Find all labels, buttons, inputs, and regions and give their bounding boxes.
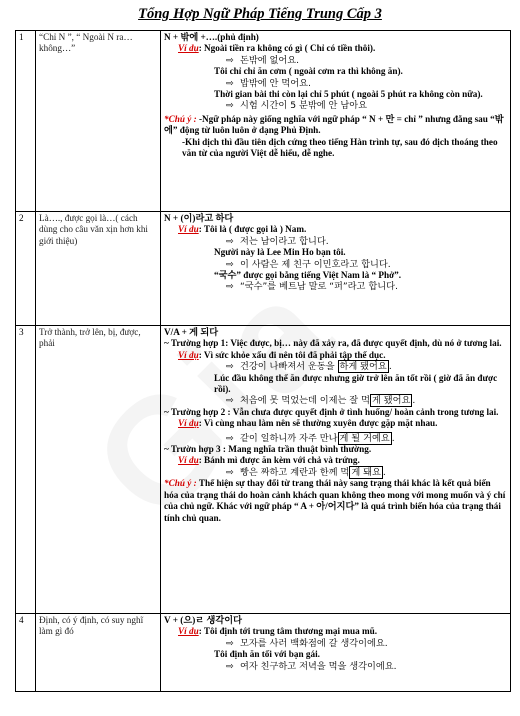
korean-example: 빵은 짜하고 계란과 한께 먹: [240, 466, 350, 478]
example-text: Tôi định ăn tối với bạn gái.: [214, 649, 320, 660]
note-label: *Chú ý :: [164, 478, 197, 489]
korean-example: 처음에 못 먹었는데 이제는 잘 먹: [240, 395, 370, 407]
row-number: 1: [16, 31, 36, 212]
grammar-formula: N + (이)라고 하다: [164, 213, 234, 223]
arrow-icon: ⇨: [226, 281, 234, 293]
highlight-box: 하게 됐어요: [339, 361, 387, 373]
grammar-table: [15, 30, 511, 692]
korean-example: 같이 일하니까 자주 만나: [240, 432, 338, 444]
case-heading: ~ Trườn hợp 3 : Mang nghĩa trần thuật bình thường.: [164, 444, 372, 455]
meaning-cell: “Chỉ N ”, “ Ngoài N ra…không…”: [36, 31, 161, 212]
table-row: [16, 614, 511, 692]
usage-cell: [161, 212, 511, 326]
example-label: Ví dụ: [178, 418, 199, 429]
example-text: Lúc đầu không thể ăn được nhưng giờ trở lên ăn tốt rồi ( giờ đã ăn được rồi).: [214, 372, 498, 395]
arrow-icon: ⇨: [226, 432, 234, 444]
table-row: [16, 326, 511, 614]
arrow-icon: ⇨: [226, 54, 234, 66]
highlight-box: 게 될 거예요: [339, 432, 390, 444]
meaning-cell: Định, có ý định, có suy nghĩ làm gì đó: [36, 614, 161, 692]
note-text: -Khi dịch thì đầu tiên dịch cứng theo tiếng Hàn trình tự, sau đó dịch thoáng theo văn từ của người Việt dễ hiểu, dễ nghe.: [182, 136, 498, 159]
arrow-icon: ⇨: [226, 660, 234, 672]
korean-example: 돈밖에 없어요.: [240, 54, 300, 66]
case-heading: ~ Trường hợp 2 : Vẫn chưa được quyết định ở tình huống/ hoàn cảnh trong tương lai.: [164, 406, 499, 417]
korean-example: 여자 친구하고 저녁을 먹을 생각이에요.: [240, 660, 397, 672]
example-label: Ví dụ: [178, 43, 199, 54]
example-text: : Bánh mì được ăn kèm với chả và trứng.: [198, 455, 360, 466]
note-text: -Ngữ pháp này giống nghĩa với ngữ pháp “ N + 만 = chỉ ” nhưng đằng sau “밖에” động từ luôn luôn ở dạng Phủ Định.: [164, 113, 504, 136]
example-label: Ví dụ: [178, 224, 199, 235]
korean-example: 모자를 사러 백화점에 갈 생각이에요.: [240, 637, 388, 649]
row-number: 2: [16, 212, 36, 326]
arrow-icon: ⇨: [226, 235, 234, 247]
meaning-cell: Trở thành, trở lên, bị, được, phải: [36, 326, 161, 614]
row-number: 3: [16, 326, 36, 614]
meaning-cell: Là…., được gọi là…( cách dùng cho câu văn xịn hơn khi giới thiệu): [36, 212, 161, 326]
arrow-icon: ⇨: [226, 361, 234, 373]
usage-cell: V/A + 게 되다 ~ Trường hợp 1: Việc được, bị… này đã xảy ra, đã được quyết định, dù nó ở tương lai. Ví dụ: Vì sức khỏe xấu đi nên tôi đã phải tập thể dục. ⇨ 건강이 나빠져서 운동을 하게 됐어요 . Lúc đầu không thể ăn được nhưng giờ trở lên ăn tốt rồi ( giờ đã ăn được rồi). ⇨ 처음에 못 먹었는데 이제는 잘 먹 게 됐어요 . ~ Trường hợp 2 : Vẫn chưa được quyết định ở tình huống/ hoàn cảnh trong tương lai. Ví dụ: Vì cùng nhau làm nên sẽ thường xuyên được gặp mặt nhau. ⇨ 같이 일하니까 자주 만나 게 될 거예요 . ~ Trườn hợp 3 : Mang nghĩa trần thuật bình thường. Ví dụ: Bánh mì được ăn kèm với chả và trứng. ⇨ 빵은 짜하고 계란과 한께 먹 게 돼요 . *Chú ý : Thể hiện sự thay đổi từ trang thái này sang trạng thái khác là kết quả biến hóa của trạng thái do hoàn cảnh khách quan không theo mong với mong muốn và ý chí của chủ ngữ. Khác với ngữ pháp “ A + 아/어지다” là quá trình biến hóa của trạng thái tính chủ quan.: [161, 326, 511, 614]
example-text: : Ngoài tiền ra không có gì ( Chỉ có tiền thôi).: [198, 43, 376, 54]
case-heading: ~ Trường hợp 1: Việc được, bị… này đã xảy ra, đã được quyết định, dù nó ở tương lai.: [164, 338, 502, 349]
grammar-formula: N + 밖에 +….(phủ định): [164, 32, 259, 42]
korean-example: 저는 남이라고 합니다.: [240, 235, 329, 247]
example-label: Ví dụ: [178, 626, 199, 637]
example-text: Người này là Lee Min Ho bạn tôi.: [214, 247, 346, 258]
korean-example: “국수”를 베트남 말로 “퍼”라고 합니다.: [240, 281, 398, 293]
example-text: : Tôi là ( được gọi là ) Nam.: [198, 224, 307, 235]
example-text: “국수” được gọi bằng tiếng Việt Nam là “ Phở”.: [214, 270, 402, 281]
highlight-box: 게 됐어요: [371, 395, 411, 407]
example-label: Ví dụ: [178, 455, 199, 466]
note-text: Thể hiện sự thay đổi từ trang thái này sang trạng thái khác là kết quả biến hóa của trạng thái do hoàn cảnh khách quan không theo mong với mong muốn và ý chí của chủ ngữ. Khác với ngữ pháp “ A + 아/어지다” là quá trình biến hóa của trạng thái tính chủ quan.: [164, 478, 506, 523]
example-text: Tôi chỉ chỉ ăn cơm ( ngoài cơm ra thì không ăn).: [214, 66, 403, 77]
arrow-icon: ⇨: [226, 100, 234, 112]
arrow-icon: ⇨: [226, 637, 234, 649]
example-text: : Vì cùng nhau làm nên sẽ thường xuyên được gặp mặt nhau.: [198, 418, 438, 429]
highlight-box: 게 돼요: [351, 466, 381, 478]
arrow-icon: ⇨: [226, 466, 234, 478]
korean-example: 시험 시간이 5 분밖에 안 남아요: [240, 100, 367, 112]
korean-example: 이 사람은 제 친구 이민호라고 합니다.: [240, 258, 391, 270]
example-text: : Tôi định tới trung tâm thương mại mua mũ.: [198, 626, 378, 637]
grammar-formula: V/A + 게 되다: [164, 327, 219, 337]
arrow-icon: ⇨: [226, 77, 234, 89]
example-text: : Vì sức khỏe xấu đi nên tôi đã phải tập thể dục.: [198, 349, 386, 360]
korean-example: 밥밖에 안 먹어요.: [240, 77, 311, 89]
arrow-icon: ⇨: [226, 258, 234, 270]
row-number: 4: [16, 614, 36, 692]
korean-example: 건강이 나빠져서 운동을: [240, 361, 338, 373]
table-row: [16, 31, 511, 212]
grammar-formula: V + (으)ㄹ 생각이다: [164, 615, 242, 625]
note-label: *Chú ý :: [164, 113, 197, 124]
page-title: Tổng Hợp Ngữ Pháp Tiếng Trung Cấp 3: [138, 6, 382, 22]
table-row: [16, 212, 511, 326]
usage-cell: [161, 31, 511, 212]
example-text: Thời gian bài thi còn lại chỉ 5 phút ( ngoài 5 phút ra không còn nữa).: [214, 89, 483, 100]
usage-cell: [161, 614, 511, 692]
example-label: Ví dụ: [178, 349, 199, 360]
arrow-icon: ⇨: [226, 395, 234, 407]
